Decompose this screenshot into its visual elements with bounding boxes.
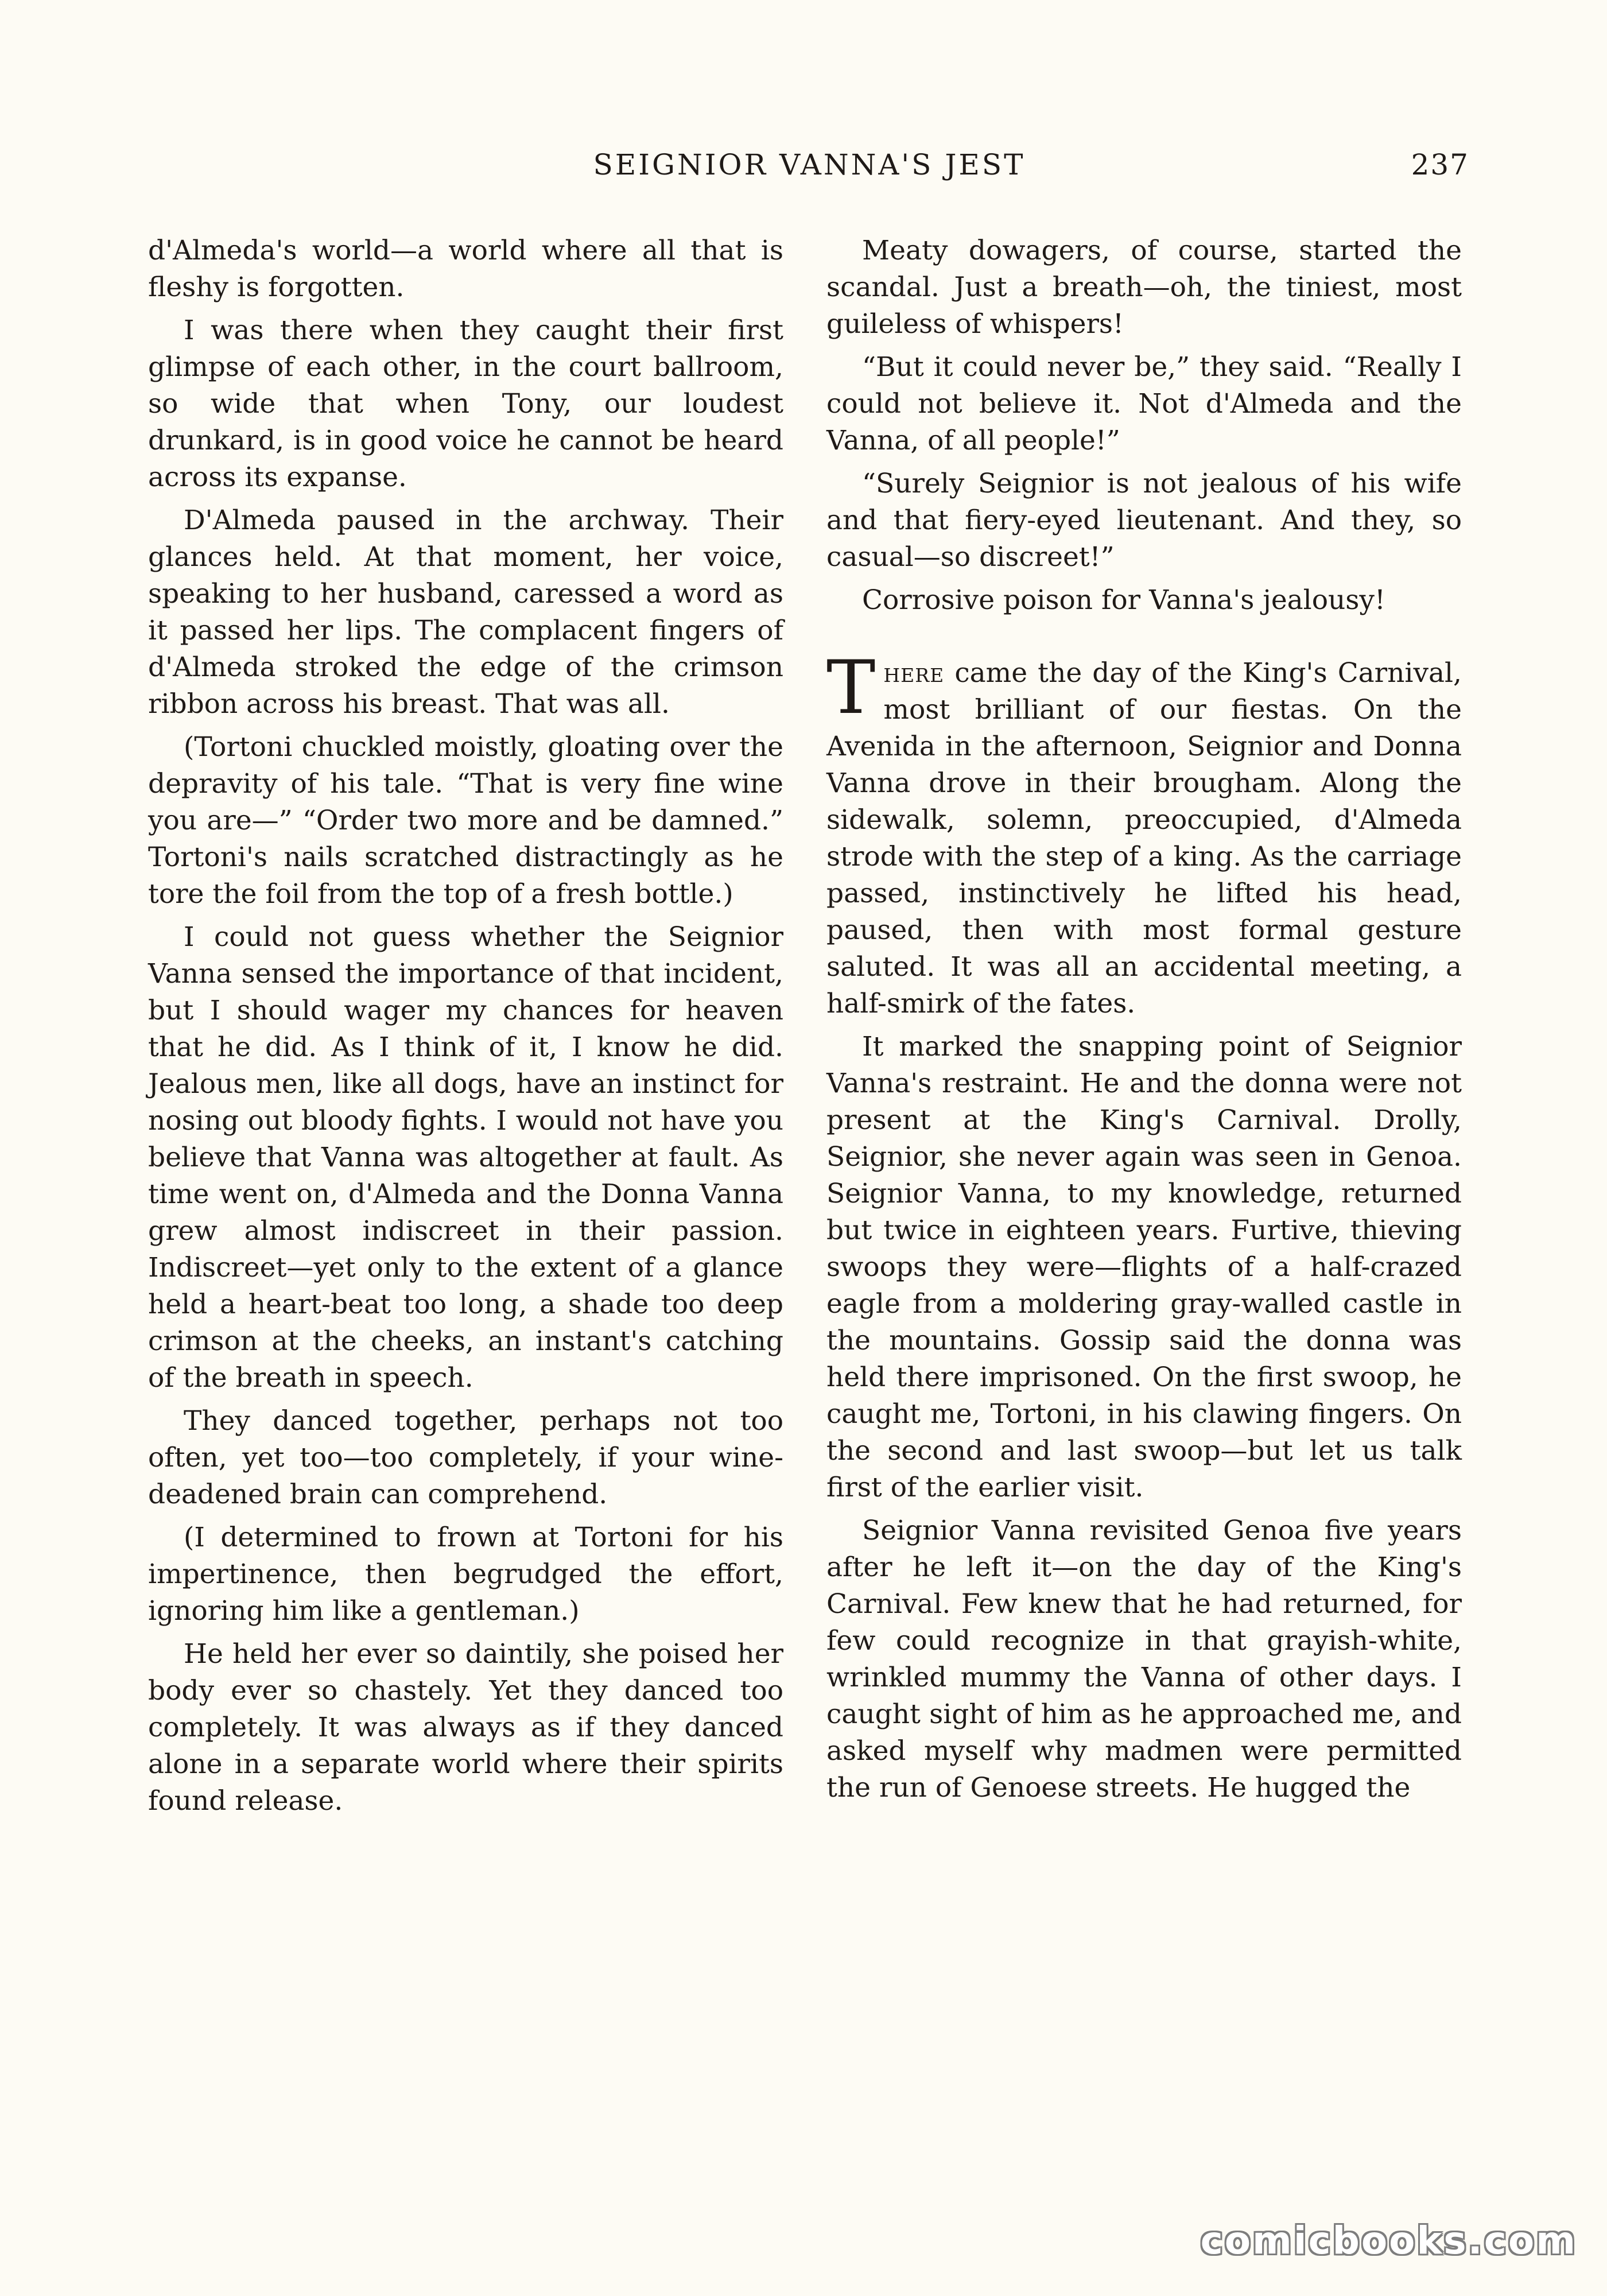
site-watermark: comicbooks.com xyxy=(1200,2219,1577,2263)
section-opening-paragraph xyxy=(826,645,1462,1022)
page-number: 237 xyxy=(1411,148,1469,181)
paragraph: Meaty dowagers, of course, started the scandal. Just a breath—oh, the tiniest, most guileless of whispers! xyxy=(826,235,1462,340)
paragraph: They danced together, perhaps not too often, yet too—too completely, if your wine-deadened brain can comprehend. xyxy=(148,1405,783,1510)
paragraph: (Tortoni chuckled moistly, gloating over the depravity of his tale. “That is very fine wine you are—” “Order two more and be damned.” Tortoni's nails scratched distractingly as he tore the foil from the top of a fresh bottle.) xyxy=(148,731,783,910)
section-break xyxy=(826,625,1462,655)
paragraph: Corrosive poison for Vanna's jealousy! xyxy=(862,584,1385,616)
running-title: SEIGNIOR VANNA'S JEST xyxy=(593,148,1026,181)
paragraph: “But it could never be,” they said. “Really I could not believe it. Not d'Almeda and the Vanna, of all people!” xyxy=(826,351,1462,456)
paragraph: (I determined to frown at Tortoni for his impertinence, then begrudged the effort, ignoring him like a gentleman.) xyxy=(148,1522,783,1627)
drop-cap: T xyxy=(826,645,876,731)
running-head xyxy=(149,145,1469,185)
opening-text: came the day of the King's Carnival, most brilliant of our fiestas. On the Avenida in the afternoon, Seignior and Donna Vanna drove in their brougham. Along the sidewalk, solemn, preoccupied, d'Almeda strode with the step of a king. As the carriage passed, instinctively he lifted his head, paused, then with most formal gesture saluted. It was all an accidental meeting, a half-smirk of the fates. xyxy=(826,657,1462,1019)
right-column xyxy=(826,232,1462,1813)
paragraph: He held her ever so daintily, she poised her body ever so chastely. Yet they danced too completely. It was always as if they danced alone in a separate world where their spirits found release. xyxy=(148,1638,783,1817)
paragraph: I was there when they caught their first glimpse of each other, in the court ballroom, so wide that when Tony, our loudest drunkard, is in good voice he cannot be heard across its expanse. xyxy=(148,315,783,493)
small-caps-lead: here xyxy=(883,657,945,689)
paragraph: “Surely Seignior is not jealous of his wife and that fiery-eyed lieutenant. And they, so casual—so discreet!” xyxy=(826,468,1462,573)
paragraph: D'Almeda paused in the archway. Their glances held. At that moment, her voice, speaking to her husband, caressed a word as it passed her lips. The complacent fingers of d'Almeda stroked the edge of the crimson ribbon across his breast. That was all. xyxy=(148,505,783,720)
paragraph: Seignior Vanna revisited Genoa five years after he left it—on the day of the King's Carnival. Few knew that he had returned, for few could recognize in that grayish-white, wrinkled mummy the Vanna of other days. I caught sight of him as he approached me, and asked myself why madmen were permitted the run of Genoese streets. He hugged the xyxy=(826,1515,1462,1804)
paragraph: d'Almeda's world—a world where all that is fleshy is forgotten. xyxy=(148,235,783,303)
left-column xyxy=(148,232,783,1826)
paragraph: I could not guess whether the Seignior Vanna sensed the importance of that incident, but I should wager my chances for heaven that he did. As I think of it, I know he did. Jealous men, like all dogs, have an instinct for nosing out bloody fights. I would not have you believe that Vanna was altogether at fault. As time went on, d'Almeda and the Donna Vanna grew almost indiscreet in their passion. Indiscreet—yet only to the extent of a glance held a heart-beat too long, a shade too deep crimson at the cheeks, an instant's catching of the breath in speech. xyxy=(148,921,783,1394)
paragraph: It marked the snapping point of Seignior Vanna's restraint. He and the donna were not present at the King's Carnival. Drolly, Seignior, she never again was seen in Genoa. Seignior Vanna, to my knowledge, returned but twice in eighteen years. Furtive, thieving swoops they were—flights of a half-crazed eagle from a moldering gray-walled castle in the mountains. Gossip said the donna was held there imprisoned. On the first swoop, he caught me, Tortoni, in his clawing fingers. On the second and last swoop—but let us talk first of the earlier visit. xyxy=(826,1031,1462,1503)
